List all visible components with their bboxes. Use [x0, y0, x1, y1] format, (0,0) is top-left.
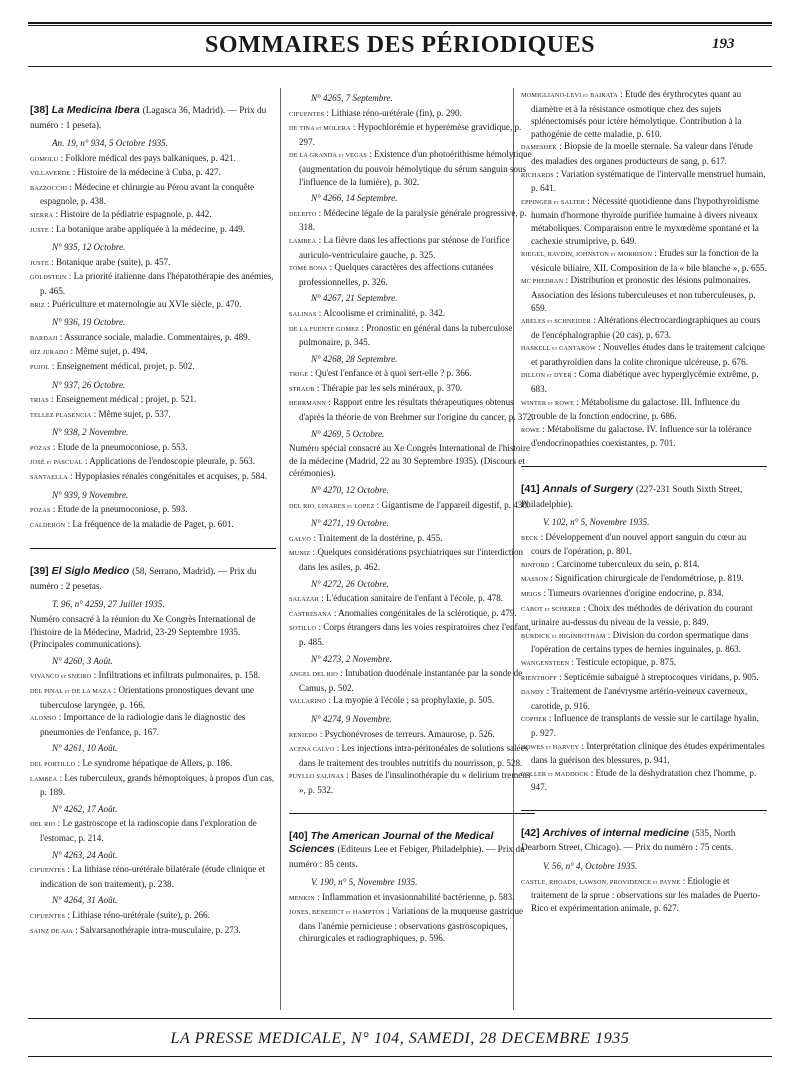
entry-title: : Développement d'un nouvel apport sanguin du cœur au cours de l'opération, p. 801.: [531, 531, 747, 557]
entry-title: : Infiltrations et infiltrats pulmonaires, p. 158.: [91, 670, 261, 681]
issue-heading: N° 4260, 3 Août.: [52, 655, 113, 666]
journal-detail: (227-231 South Sixth Street, Philadelphie).: [521, 485, 743, 510]
entry-title: : Variations de la muqueuse gastrique dans l'anémie pernicieuse : observations gastroscopiques, chirurgicales et radiographiques, p. 596.: [299, 906, 524, 944]
entry-author: BRIZ: [30, 301, 45, 309]
entry-author: DELEITO: [289, 210, 317, 218]
entry-author: DEL RIO, LINARES et LOPEZ: [289, 502, 375, 510]
entry-author: WINTER et ROWE: [521, 399, 575, 407]
entry-title: : Bases de l'insulinothérapie du « delirium tremens », p. 532.: [299, 770, 531, 795]
list-item: [521, 740, 767, 767]
entry-title: : Applications de l'endoscopie pleurale, p. 563.: [82, 456, 256, 467]
entry-author: JOSÉ et PASCUAL: [30, 459, 83, 467]
entry-author: DE LA FUENTE GOMEZ: [289, 325, 360, 333]
entry-author: COLLER et MADDOCK: [521, 770, 589, 778]
entry-author: SIERRA: [30, 211, 54, 219]
entry-author: CABOT et SCHERER: [521, 605, 581, 613]
entry-author: RICHARDS: [521, 171, 554, 179]
entry-author: TRIAS: [30, 397, 49, 405]
entry-title: : Traitement de l'anévrysme artério-veineux caverneux, carotide, p. 916.: [531, 686, 748, 711]
entry-author: DIZ JURADO: [30, 349, 69, 357]
entry-author: RIEGEL, RAVDIN, JOHNSTON et MORRISON: [521, 251, 653, 259]
entry-author: LAMBEA: [289, 237, 317, 245]
list-item: [521, 572, 767, 587]
entry-author: ANGEL DEL RIO: [289, 671, 338, 679]
entry-title: : Distribution et pronostic des lésions pulmonaires. Association des lésions tuberculeuses et non tuberculeuses, p. 659.: [531, 275, 756, 313]
entry-author: HOWES et HARVEY: [521, 743, 580, 751]
page-title: SOMMAIRES DES PÉRIODIQUES: [205, 32, 595, 58]
list-item: [289, 532, 535, 547]
list-item: [30, 345, 276, 360]
list-item: [289, 499, 535, 514]
entry-title: : Psychonévroses de terreurs. Amaurose, p. 526.: [317, 728, 495, 739]
entry-title: : Le gastroscope et la radioscopie dans l'exploration de l'estomac, p. 214.: [40, 818, 257, 843]
entry-title: : Thérapie par les sels minéraux, p. 370.: [314, 382, 463, 393]
issue-heading: N° 4271, 19 Octobre.: [311, 518, 389, 529]
list-item: [289, 207, 535, 234]
journal-heading-41: [521, 483, 767, 512]
list-item: [289, 367, 535, 382]
list-item: [521, 168, 767, 195]
entry-author: SAINZ DE AJA: [30, 927, 73, 935]
list-item: [289, 546, 535, 573]
list-item: [30, 711, 276, 738]
list-item: [30, 863, 276, 890]
issue-heading: N° 4265, 7 Septembre.: [311, 93, 393, 103]
issue-heading: N° 4274, 9 Novembre.: [311, 713, 392, 724]
entry-title: : Division du cordon spermatique dans l'opération de certains types de hernies inguinales, p. 863.: [531, 629, 749, 655]
list-item: [30, 924, 276, 939]
entry-author: MOMIGLIANO-LEVI et BAIRATA: [521, 92, 618, 99]
journal-name: El Siglo Medico: [51, 565, 130, 578]
list-item: [30, 817, 276, 844]
entry-author: STRAUB: [289, 385, 315, 393]
entry-title: : Existence d'un photoérithisme hémolytique (augmentation du pouvoir hémolytique du sérum sanguin sous l'influence de la lumière), p. 302.: [299, 149, 532, 187]
list-item: [521, 558, 767, 573]
journal-detail: (Editeurs Lee et Febiger, Philadelphie). — Prix du numéro : 85 cents.: [289, 845, 525, 870]
entry-title: : Signification chirurgicale de l'endométriose, p. 819.: [548, 573, 744, 584]
entry-title: : Assurance sociale, maladie. Commentaires, p. 489.: [57, 331, 250, 342]
column-1: [30, 100, 276, 938]
entry-title: : Etude de la pneumoconiose, p. 593.: [50, 504, 188, 515]
entry-title: : Gigantisme de l'appareil digestif, p. 430.: [374, 499, 530, 510]
entry-title: : Nouvelles études dans le traitement calcique et parathyroïdien dans la colite chronique ulcéreuse, p. 676.: [531, 342, 765, 367]
list-item: [30, 757, 276, 772]
list-item: [521, 656, 767, 671]
issue-heading: N° 4262, 17 Août.: [52, 803, 118, 814]
entry-author: BECK: [521, 534, 539, 542]
list-item: [289, 382, 535, 397]
list-item: [30, 772, 276, 799]
entry-author: LAMBEA: [30, 775, 58, 783]
entry-author: COPHER: [521, 716, 547, 724]
entry-title: : Quelques considérations psychiatriques sur l'interdiction dans les asiles, p. 462.: [299, 547, 524, 572]
list-item: [521, 423, 767, 450]
entry-title: : Enseignement médical, projet, p. 502.: [49, 360, 195, 371]
list-item: [30, 503, 276, 518]
list-item: [30, 152, 276, 167]
issue-heading: N° 936, 19 Octobre.: [52, 317, 126, 328]
entry-author: CASTLE, RHOADS, LAWSON, PROVIDENCE et PAYNE: [521, 878, 681, 886]
entry-author: TELLEZ PLASENCIA: [30, 411, 92, 419]
entry-title: : Traitement de la dostérine, p. 455.: [311, 532, 443, 543]
entry-author: HERRMANN: [289, 400, 327, 408]
list-item: [30, 669, 276, 684]
entry-title: : Puériculture et maternologie au XVIe siècle, p. 470.: [44, 298, 242, 309]
list-item: [289, 728, 535, 743]
entry-title: : Enseignement médical ; projet, p. 521.: [48, 394, 197, 405]
issue-heading: N° 4273, 2 Novembre.: [311, 653, 392, 664]
entry-title: : Quelques caractères des affections cutanées professionnelles, p. 326.: [299, 262, 494, 287]
entry-title: : Inflammation et invasionnabilité bactérienne, p. 583.: [314, 891, 515, 902]
entry-author: SALINAS: [289, 310, 317, 318]
list-item: [289, 322, 535, 349]
entry-title: : Interprétation clinique des études expérimentales dans la guérison des blessures, p. 941.: [531, 740, 765, 766]
list-item: [289, 592, 535, 607]
entry-title: : Les tuberculeux, grands hémoptoïques, à propos d'un cas, p. 189.: [40, 772, 275, 798]
entry-title: : Testicule ectopique, p. 875.: [569, 656, 677, 667]
entry-title: : Tumeurs ovariennes d'origine endocrine, p. 834.: [541, 588, 724, 598]
list-item: [30, 331, 276, 346]
entry-title: : Lithiase réno-urétérale (fin), p. 290.: [324, 107, 462, 118]
list-item: [289, 742, 535, 769]
journal-number: [39]: [30, 565, 49, 578]
entry-author: MEIGS: [521, 591, 542, 598]
section-divider: [521, 810, 767, 811]
list-item: [30, 470, 276, 485]
journal-detail: (58, Serrano, Madrid). — Prix du numéro : 2 pesetas.: [30, 567, 257, 592]
list-item: [521, 274, 767, 314]
entry-title: : Biopsie de la moelle sternale. Sa valeur dans l'étude des maladies des organes producteurs de sang, p. 617.: [531, 141, 753, 166]
list-item: [30, 455, 276, 470]
issue-heading: N° 4269, 5 Octobre.: [311, 428, 385, 439]
list-item: [521, 341, 767, 368]
issue-heading: N° 4261, 10 Août.: [52, 743, 118, 754]
entry-author: BAZZOCCHI: [30, 184, 68, 192]
entry-author: PUYLLO SALINAS: [289, 773, 344, 781]
entry-title: : Métabolisme du galactose. IV. Influence sur la tolérance d'endocrinopathies coexistantes, p. 701.: [531, 423, 752, 449]
list-item: [521, 247, 767, 274]
entry-author: DE LA GRANDA et VEGAS: [289, 152, 368, 160]
entry-author: MENKIN: [289, 894, 315, 902]
entry-author: JONES, BENEDICT et HAMPTON: [289, 909, 385, 917]
entry-author: JUSTE: [30, 259, 49, 267]
entry-author: CIFUENTES: [30, 867, 66, 875]
footer-rule-top: [28, 1018, 772, 1019]
entry-title: : Médecine et chirurgie au Pérou avant la conquête espagnole, p. 438.: [40, 181, 255, 207]
list-item: [289, 261, 535, 288]
section-divider: [30, 548, 276, 549]
list-item: [521, 712, 767, 739]
journal-heading-38: [30, 104, 276, 133]
entry-title: : La fièvre dans les affections par sténose de l'orifice auriculo-ventriculaire gauche, p. 325.: [299, 234, 510, 260]
entry-author: DE TINA et MOLERA: [289, 125, 351, 133]
entry-title: : Etudes sur la fonction de la vésicule biliaire, XII. Composition de la « bile blanche », p. 655.: [531, 248, 767, 273]
issue-heading: N° 4267, 21 Septembre.: [311, 293, 398, 304]
issue-heading: N° 938, 2 Novembre.: [52, 427, 129, 438]
list-item: [521, 875, 767, 915]
list-item: [521, 587, 767, 602]
column-2: [289, 88, 535, 945]
issue-heading: An. 19, n° 934, 5 Octobre 1935.: [52, 138, 168, 148]
entry-title: : Carcinome tuberculeux du sein, p. 814.: [549, 558, 700, 569]
entry-title: : Histoire de la médecine à Cuba, p. 427.: [70, 167, 221, 178]
list-item: [30, 166, 276, 181]
entry-author: CIFUENTES: [30, 912, 66, 920]
entry-title: : Même sujet, p. 494.: [68, 346, 148, 357]
entry-author: CASTRESANA: [289, 610, 332, 618]
entry-title: : Etude de la déshydratation chez l'homme, p. 947.: [531, 767, 757, 793]
entry-author: GOMOLU: [30, 155, 59, 163]
entry-author: WANGENSTEEN: [521, 659, 570, 667]
entry-title: : Même sujet, p. 537.: [91, 408, 171, 419]
list-item: [521, 140, 767, 167]
list-item: [289, 307, 535, 322]
list-item: [289, 107, 535, 122]
page-number: 193: [712, 36, 735, 52]
entry-author: VALLARINO: [289, 698, 327, 706]
entry-title: : Histoire de la pédiatrie espagnole, p. 442.: [53, 208, 212, 219]
list-item: [30, 909, 276, 924]
list-item: [521, 767, 767, 794]
entry-title: : Rapport entre les résultats thérapeutiques obtenus d'après la théorie de von Brehmer sur l'origine du cancer, p. 372.: [299, 397, 534, 423]
entry-title: : Anomalies congénitales de la sclérotique, p. 479.: [331, 607, 517, 618]
entry-title: : Septicémie subaiguë à streptocoques viridans, p. 905.: [556, 671, 759, 682]
list-item: [521, 195, 767, 247]
journal-name: The American Journal of the Medical Sciences: [289, 829, 494, 855]
list-item: [521, 396, 767, 423]
top-rule-inner: [28, 25, 772, 26]
issue-heading: N° 4268, 28 Septembre.: [311, 353, 398, 364]
issue-heading: V. 102, n° 5, Novembre 1935.: [543, 517, 650, 528]
list-item: [289, 769, 535, 796]
entry-title: : Lithiase réno-urétérale (suite), p. 266.: [65, 909, 210, 920]
entry-author: GALVO: [289, 535, 312, 543]
list-item: [30, 441, 276, 456]
list-item: [30, 270, 276, 297]
list-item: [30, 393, 276, 408]
entry-author: SANTAELLA: [30, 474, 68, 482]
column-3: [521, 88, 767, 914]
list-item: [30, 181, 276, 208]
list-item: [30, 518, 276, 533]
list-item: [30, 360, 276, 375]
entry-title: : Les injections intra-péritonéales de solutions salées dans le traitement des troubles nutritifs du nourrisson, p. 528.: [299, 743, 529, 768]
journal-name: La Medicina Ibera: [51, 104, 140, 116]
journal-heading-42: [521, 827, 767, 856]
issue-heading: N° 937, 26 Octobre.: [52, 379, 126, 390]
journal-heading-40: [289, 830, 535, 873]
issue-heading: T. 96, n° 4259, 27 Juillet 1935.: [52, 599, 165, 610]
entry-title: : Choix des méthodes de dérivation du courant urinaire au-dessus du niveau de la vessie, p. 849.: [531, 602, 753, 628]
list-item: [521, 88, 767, 140]
entry-title: : Importance de la radiologie dans le diagnostic des pneumonies de l'enfance, p. 167.: [40, 712, 246, 737]
list-item: [289, 905, 535, 945]
issue-heading: N° 4270, 12 Octobre.: [311, 485, 389, 496]
entry-title: : Qu'est l'enfance et à quoi sert-elle ? p. 366.: [308, 368, 472, 379]
issue-heading: V. 56, n° 4, Octobre 1935.: [543, 860, 638, 871]
column-divider-left: [280, 88, 281, 1010]
entry-title: : Influence de transplants de vessie sur le cartilage hyalin, p. 927.: [531, 713, 759, 738]
entry-title: : Orientations pronostiques devant une tuberculose laryngée, p. 166.: [40, 685, 255, 710]
issue-heading: N° 939, 9 Novembre.: [52, 489, 129, 500]
entry-author: ABELES et SCHNEIDER: [521, 318, 591, 326]
issue-note: Numéro spécial consacré au Xe Congrès International de l'histoire de la médecine (Madrid, 22 au 30 Septembre 1935). (Discours et cérémonies).: [289, 443, 531, 479]
section-divider: [521, 466, 767, 467]
entry-author: DEL PINAL et DE LA MAZA: [30, 688, 112, 695]
entry-title: : Médecine légale de la paralysie générale progressive, p. 318.: [299, 207, 527, 233]
entry-title: : Coma diabétique avec hyperglycémie extrême, p. 683.: [531, 369, 759, 395]
issue-heading: N° 935, 12 Octobre.: [52, 242, 126, 253]
entry-title: : Le syndrome hépatique de Allers, p. 186.: [75, 757, 233, 768]
entry-author: POZAS: [30, 444, 51, 452]
list-item: [30, 684, 276, 711]
list-item: [521, 368, 767, 395]
entry-author: GOLDSTEIN: [30, 274, 67, 282]
journal-number: [41]: [521, 483, 540, 496]
entry-title: : Etude des érythrocytes quant au diamètre et à la résistance osmotique chez des sujets splénectomisés pour ictère hémolytique. Contribution à la pathogénie de cette maladie, p. 610.: [531, 89, 742, 139]
entry-author: CIFUENTES: [289, 110, 325, 118]
list-item: [289, 121, 535, 148]
entry-author: RIENTHOFF: [521, 674, 557, 682]
entry-author: ROWE: [521, 426, 541, 434]
entry-title: : Corps étrangers dans les voies respiratoires chez l'enfant, p. 485.: [299, 622, 531, 647]
list-item: [289, 667, 535, 694]
journal-name: Archives of internal medicine: [542, 826, 690, 839]
entry-author: PUJOL: [30, 363, 50, 371]
entry-author: DAMESHEK: [521, 144, 557, 152]
list-item: [521, 629, 767, 656]
entry-title: : La botanique arabe appliquée à la médecine, p. 449.: [48, 223, 246, 234]
entry-author: DEL RIO: [30, 821, 56, 829]
issue-heading: N° 4272, 26 Octobre.: [311, 578, 389, 589]
journal-detail: (535, North Dearborn Street, Chicago). — Prix du numéro : 75 cents.: [521, 828, 736, 854]
entry-title: : La myopie à l'école ; sa prophylaxie, p. 505.: [326, 695, 495, 706]
entry-author: ACENA CALVO: [289, 746, 335, 754]
entry-title: : Folklore médical des pays balkaniques, p. 421.: [58, 152, 236, 163]
entry-title: : Métabolisme du galactose. III. Influence du trouble de la fonction endocrine, p. 686.: [531, 396, 740, 422]
entry-author: MC PHEDRAN: [521, 278, 564, 286]
list-item: [289, 694, 535, 709]
list-item: [289, 234, 535, 261]
footer-text: LA PRESSE MEDICALE, N° 104, SAMEDI, 28 DECEMBRE 1935: [170, 1030, 630, 1047]
entry-author: DILLON et DYER: [521, 372, 572, 380]
entry-title: : La lithiase réno-urétérale bilatérale (étude clinique et indication de son traitement), p. 238.: [40, 864, 266, 889]
entry-author: JUSTE: [30, 226, 49, 234]
section-divider: [289, 813, 535, 814]
entry-title: : Intubation duodénale instantanée par la sonde de Camus, p. 502.: [299, 668, 523, 693]
entry-author: SOTILLO: [289, 625, 317, 633]
issue-heading: N° 4264, 31 Août.: [52, 895, 118, 906]
list-item: [521, 671, 767, 686]
entry-author: VIVANCO et SNEIRO: [30, 673, 92, 681]
entry-title: : Etude de la pneumoconiose, p. 553.: [50, 441, 188, 452]
issue-heading: N° 4266, 14 Septembre.: [311, 193, 398, 204]
entry-author: DANDY: [521, 689, 545, 697]
entry-title: : La priorité italienne dans l'hépatothérapie des anémies, p. 465.: [40, 271, 274, 296]
top-rule: [28, 22, 772, 24]
entry-author: TOMÉ BONA: [289, 265, 328, 273]
issue-note: Numéro consacré à la réunion du Xe Congrès International de l'histoire de la Médecine, Madrid, 23-29 Septembre 1935. (Principales communications).: [30, 614, 256, 650]
journal-number: [40]: [289, 829, 308, 842]
entry-author: BINFORD: [521, 561, 550, 569]
entry-title: : La fréquence de la maladie de Paget, p. 601.: [65, 518, 234, 529]
entry-author: MUNIZ: [289, 550, 311, 558]
list-item: [30, 223, 276, 238]
journal-number: [42]: [521, 826, 540, 839]
entry-title: : Nécessité quotidienne dans l'hypothyroïdisme humain d'hormone thyroïde purifiée humaine à divers niveaux métaboliques. Comparaison entre le myxœdème spontané et la cachexie strumiprive, p. 649.: [531, 195, 760, 246]
entry-title: : Variation systématique de l'intervalle menstruel humain, p. 641.: [531, 168, 766, 194]
header-bottom-rule: [28, 66, 772, 67]
entry-title: : Hypochlorémie et hyperémèse gravidique, p. 297.: [299, 122, 522, 147]
entry-title: : Etiologie et traitement de la sprue : observations sur les malades de Puerto-Rico et expérimentation animale, p. 627.: [531, 875, 761, 913]
entry-title: : Alcoolisme et criminalité, p. 342.: [316, 307, 446, 318]
footer-rule-bottom: [28, 1056, 772, 1057]
entry-author: SALAZAR: [289, 596, 319, 604]
list-item: [30, 408, 276, 423]
journal-heading-39: [30, 565, 276, 594]
entry-author: HASKELL et CANTAROW: [521, 345, 596, 353]
list-item: [521, 314, 767, 341]
entry-author: RENIEDO: [289, 731, 318, 739]
list-item: [289, 891, 535, 906]
entry-author: CALDERON: [30, 521, 66, 529]
list-item: [289, 621, 535, 648]
journal-name: Annals of Surgery: [542, 483, 634, 496]
entry-title: : Hypoplasies rénales congénitales et acquises, p. 584.: [67, 471, 267, 482]
list-item: [521, 685, 767, 712]
entry-author: ALONSO: [30, 715, 57, 723]
list-item: [289, 607, 535, 622]
list-item: [521, 531, 767, 558]
entry-author: DEL PORTILLO: [30, 760, 76, 768]
entry-author: MASSON: [521, 576, 548, 584]
entry-title: : L'éducation sanitaire de l'enfant à l'école, p. 478.: [318, 593, 504, 604]
entry-title: : Salvarsanothérapie intra-musculaire, p. 273.: [72, 924, 241, 935]
issue-heading: N° 4263, 24 Août.: [52, 849, 118, 860]
journal-detail: (Lagasca 36, Madrid). — Prix du numéro : 1 peseta).: [30, 106, 267, 131]
entry-author: TRIGE: [289, 371, 309, 379]
list-item: [30, 208, 276, 223]
list-item: [289, 148, 535, 188]
entry-author: POZAS: [30, 507, 51, 515]
journal-number: [38]: [30, 104, 49, 116]
entry-title: : Pronostic en général dans la tuberculose pulmonaire, p. 345.: [299, 322, 513, 348]
list-item: [289, 396, 535, 423]
entry-author: BARDAJI: [30, 334, 58, 342]
entry-title: : Altérations électrocardiographiques au cours de l'encéphalographie (20 cas), p. 673.: [531, 315, 761, 340]
list-item: [30, 298, 276, 313]
list-item: [521, 602, 767, 629]
entry-author: BURDICK et HIGINBOTHAM: [521, 632, 606, 640]
entry-author: EPPINGER et SALTER: [521, 198, 585, 206]
list-item: [30, 256, 276, 271]
entry-author: VILLAVERDE: [30, 170, 71, 178]
entry-title: : Botanique arabe (suite), p. 457.: [48, 256, 171, 267]
issue-heading: V. 190, n° 5, Novembre 1935.: [311, 877, 418, 887]
